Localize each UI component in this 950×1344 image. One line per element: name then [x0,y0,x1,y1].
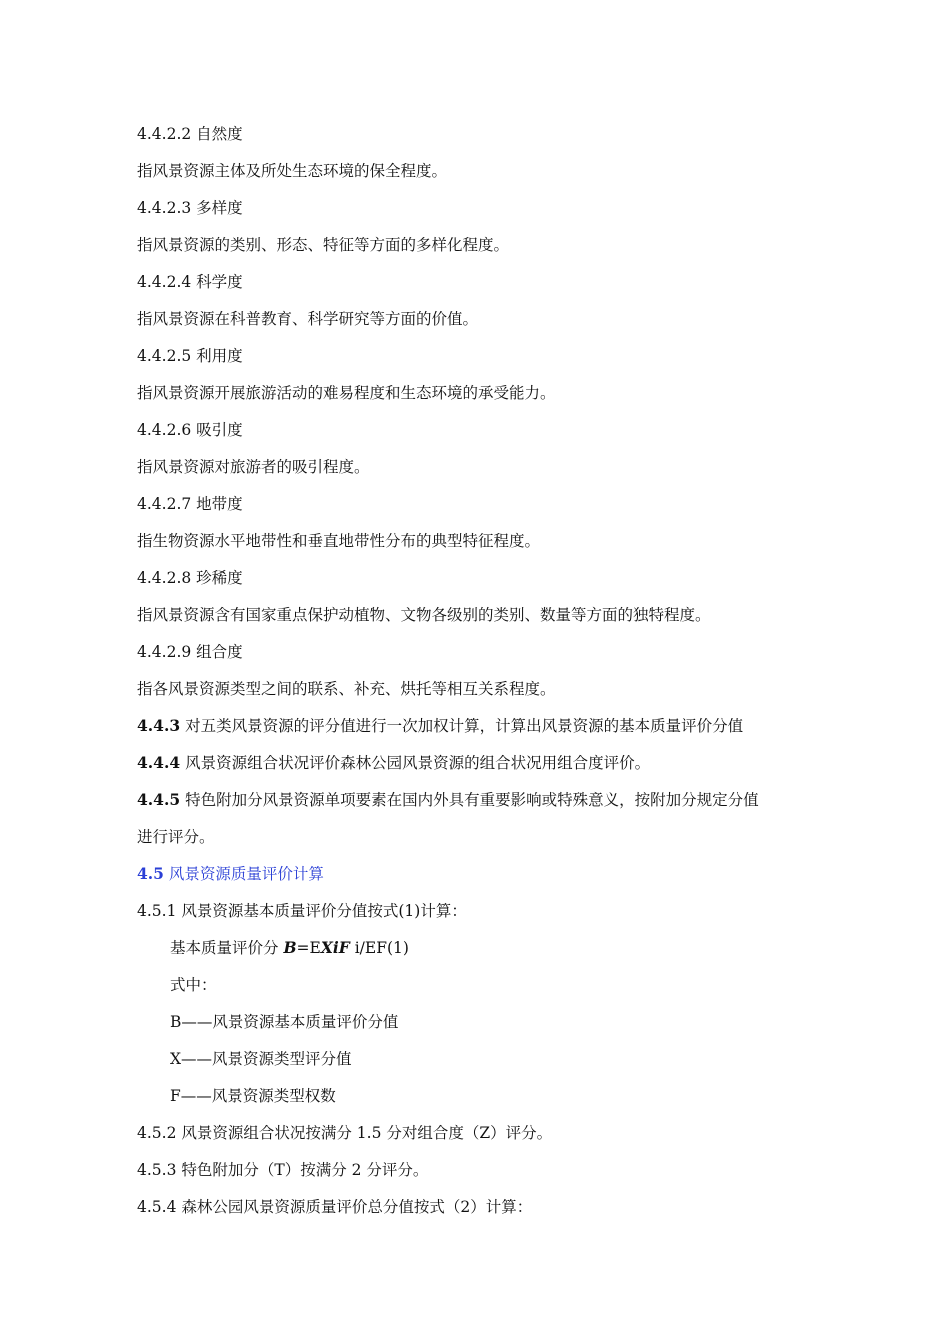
section-text: 风景资源质量评价计算 [163,865,324,883]
section-4-4-5 [137,790,759,810]
paragraph-scientific: 指风景资源在科普教育、科学研究等方面的价值。 [137,310,479,328]
definition-f: F——风景资源类型权数 [170,1087,336,1105]
section-4-4-4 [137,753,650,773]
formula-prefix: 基本质量评价分 [170,939,284,957]
section-text: 对五类风景资源的评分值进行一次加权计算，计算出风景资源的基本质量评价分值 [180,717,744,735]
section-4-4-3 [137,716,743,736]
paragraph-utilization: 指风景资源开展旅游活动的难易程度和生态环境的承受能力。 [137,384,556,402]
paragraph-naturalness: 指风景资源主体及所处生态环境的保全程度。 [137,162,448,180]
formula-1 [170,938,409,958]
section-number: 4.4.3 [137,716,181,735]
paragraph-rarity: 指风景资源含有国家重点保护动植物、文物各级别的类别、数量等方面的独特程度。 [137,606,711,624]
definition-b: B——风景资源基本质量评价分值 [170,1013,399,1031]
heading-4-4-2-2: 4.4.2.2 自然度 [137,125,243,143]
section-number: 4.5 [137,864,164,883]
formula-eq: =E [296,939,321,957]
section-4-5-4: 4.5.4 森林公园风景资源质量评价总分值按式（2）计算： [137,1198,533,1216]
formula-b: B [283,938,297,957]
heading-4-4-2-4: 4.4.2.4 科学度 [137,273,243,291]
paragraph-zonality: 指生物资源水平地带性和垂直地带性分布的典型特征程度。 [137,532,541,550]
heading-4-4-2-7: 4.4.2.7 地带度 [137,495,243,513]
section-4-5-3: 4.5.3 特色附加分（T）按满分 2 分评分。 [137,1161,429,1179]
paragraph-attraction: 指风景资源对旅游者的吸引程度。 [137,458,370,476]
section-4-4-5-continued: 进行评分。 [137,828,215,846]
heading-4-4-2-8: 4.4.2.8 珍稀度 [137,569,243,587]
formula-xi: XiF [320,938,350,957]
section-4-5-2: 4.5.2 风景资源组合状况按满分 1.5 分对组合度（Z）评分。 [137,1124,553,1142]
section-text: 风景资源组合状况评价森林公园风景资源的组合状况用组合度评价。 [180,754,651,772]
section-4-5-1: 4.5.1 风景资源基本质量评价分值按式(1)计算： [137,902,467,920]
formula-where: 式中： [170,976,217,994]
heading-4-4-2-9: 4.4.2.9 组合度 [137,643,243,661]
paragraph-combination: 指各风景资源类型之间的联系、补充、烘托等相互关系程度。 [137,680,556,698]
heading-4-5 [137,864,324,884]
definition-x: X——风景资源类型评分值 [170,1050,352,1068]
heading-4-4-2-3: 4.4.2.3 多样度 [137,199,243,217]
heading-4-4-2-6: 4.4.2.6 吸引度 [137,421,243,439]
section-number: 4.4.4 [137,753,181,772]
section-text: 特色附加分风景资源单项要素在国内外具有重要影响或特殊意义，按附加分规定分值 [180,791,759,809]
heading-4-4-2-5: 4.4.2.5 利用度 [137,347,243,365]
paragraph-diversity: 指风景资源的类别、形态、特征等方面的多样化程度。 [137,236,510,254]
formula-suffix: i/EF(1) [349,939,409,957]
section-number: 4.4.5 [137,790,181,809]
